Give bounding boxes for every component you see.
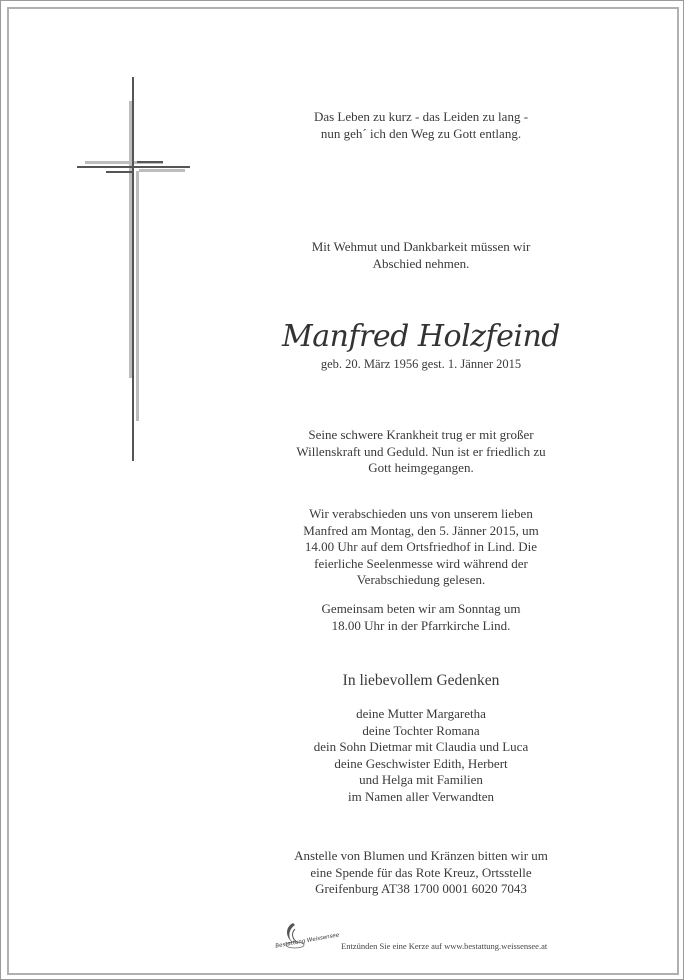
farewell-line: 14.00 Uhr auf dem Ortsfriedhof in Lind. Die [304,539,538,554]
family-line: und Helga mit Familien [359,772,483,787]
deceased-name: Manfred Holzfeind [282,319,560,354]
memory-title: In liebevollem Gedenken [342,672,500,689]
illness-line: Seine schwere Krankheit trug er mit großer [308,427,534,442]
life-dates: geb. 20. März 1956 gest. 1. Jänner 2015 [320,357,522,371]
candle-link-text[interactable]: Entzünden Sie eine Kerze auf www.bestattung.weissensee.at [341,941,548,951]
motto-line: nun geh´ ich den Weg zu Gott entlang. [320,125,522,141]
farewell-text [261,506,581,589]
intro-line: Mit Wehmut und Dankbarkeit müssen wir [311,239,531,254]
family-line: deine Tochter Romana [362,722,480,738]
family-line: im Namen aller Verwandten [348,788,494,804]
donation-line: eine Spende für das Rote Kreuz, Ortsstelle [310,864,532,880]
mass-line: Gemeinsam beten wir am Sonntag um [321,601,521,616]
illness-text [261,427,581,477]
family-line: deine Mutter Margaretha [356,706,486,721]
farewell-line: Manfred am Montag, den 5. Jänner 2015, um [303,522,539,538]
donation-line: Greifenburg AT38 1700 0001 6020 7043 [315,881,527,896]
motto-line: Das Leben zu kurz - das Leiden zu lang - [313,109,529,124]
farewell-line: feierliche Seelenmesse wird während der [314,555,528,571]
farewell-line: Wir verabschieden uns von unserem lieben [309,506,533,521]
family-line: dein Sohn Dietmar mit Claudia und Luca [313,739,529,754]
donation-line: Anstelle von Blumen und Kränzen bitten wir um [294,848,548,863]
mass-line: 18.00 Uhr in der Pfarrkirche Lind. [331,617,511,633]
farewell-line: Verabschiedung gelesen. [356,572,486,587]
donation-text [261,848,581,898]
cross-icon [1,1,201,471]
footer [273,919,583,955]
logo-text: Bestattung Weissensee [274,932,340,950]
intro-line: Abschied nehmen. [372,255,470,271]
motto [261,109,581,142]
illness-line: Gott heimgegangen. [368,460,474,475]
illness-line: Willenskraft und Geduld. Nun ist er friedlich zu [296,443,546,459]
mass-text [261,601,581,634]
intro-text [261,239,581,272]
family-list [261,706,581,805]
family-line: deine Geschwister Edith, Herbert [334,755,508,771]
